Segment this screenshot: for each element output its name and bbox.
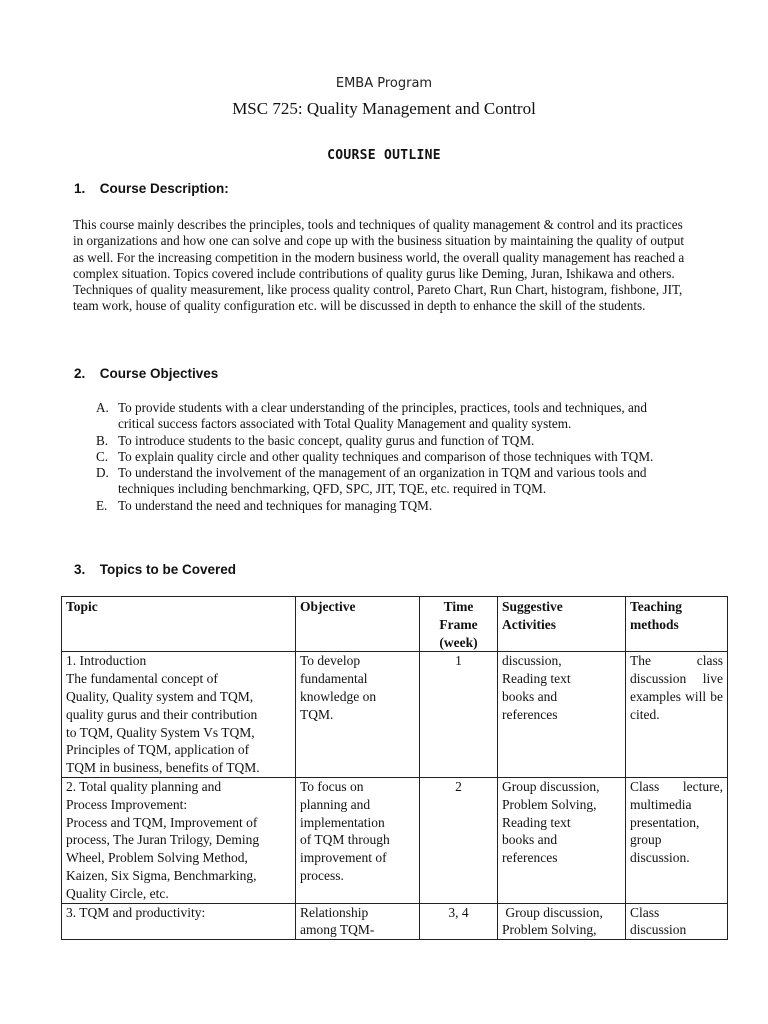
cell-topic: 1. Introduction The fundamental concept of Quality, Quality system and TQM, quality gurus and their contribution to TQM, Quality System Vs TQM, Principles of TQM, application of TQM in business, benefits of TQM.: [62, 652, 296, 778]
list-item: [96, 465, 653, 498]
header-objective: Objective: [296, 597, 420, 652]
cell-methods: The class discussion live examples will be cited.: [626, 652, 728, 778]
description-line: This course mainly describes the principles, tools and techniques of quality management & control and its practices: [73, 217, 683, 232]
description-line: complex situation. Topics covered include contributions of quality gurus like Deming, Juran, Ishikawa and others.: [73, 265, 675, 281]
description-line: in organizations and how one can solve and cope up with the business situation by maintaining the quality of output: [73, 233, 685, 249]
cell-topic: 2. Total quality planning and Process Improvement: Process and TQM, Improvement of process, The Juran Trilogy, Deming Wheel, Problem Solving Method, Kaizen, Six Sigma, Benchmarking, Quality Circle, etc.: [62, 777, 296, 903]
section-title: Course Description:: [99, 181, 229, 196]
cell-methods: Class lecture, multimedia presentation, group discussion.: [626, 777, 728, 903]
section-title: Topics to be Covered: [99, 562, 237, 577]
topics-table: [61, 596, 728, 940]
cell-objective: Relationship among TQM-: [296, 903, 420, 940]
list-item: [96, 498, 653, 514]
list-marker: D.: [96, 465, 109, 481]
table-header-row: [62, 597, 728, 652]
cell-week: 1: [420, 652, 498, 778]
section-title: Course Objectives: [99, 366, 219, 381]
outline-heading: COURSE OUTLINE: [327, 148, 441, 163]
section-heading-description: [74, 181, 229, 196]
cell-activities: Group discussion, Problem Solving,: [498, 903, 626, 940]
list-marker: C.: [96, 448, 109, 464]
objectives-list: [96, 400, 653, 514]
section-number: 2.: [74, 366, 86, 381]
list-item-text: To understand the need and techniques for managing TQM.: [118, 497, 433, 513]
list-item: [96, 449, 653, 465]
list-item-text: To explain quality circle and other quality techniques and comparison of those techniques with TQM.: [118, 448, 654, 464]
course-description-paragraph: [73, 217, 723, 315]
cell-objective: To focus on planning and implementation of TQM through improvement of process.: [296, 777, 420, 903]
course-title: MSC 725: Quality Management and Control: [232, 99, 536, 118]
table-row: [62, 652, 728, 778]
section-heading-topics: [74, 562, 236, 577]
header-topic: Topic: [62, 597, 296, 652]
list-marker: E.: [96, 497, 108, 513]
description-line: Techniques of quality measurement, like process quality control, Pareto Chart, Run Chart, histogram, fishbone, JIT,: [73, 282, 683, 298]
cell-topic: 3. TQM and productivity:: [62, 903, 296, 940]
header-time-frame: Time Frame (week): [420, 597, 498, 652]
section-number: 1.: [74, 181, 86, 196]
list-item-text: To introduce students to the basic concept, quality gurus and function of TQM.: [118, 432, 535, 448]
header-activities: Suggestive Activities: [498, 597, 626, 652]
header-methods: Teaching methods: [626, 597, 728, 652]
list-item: [96, 400, 653, 433]
table-row: [62, 903, 728, 940]
list-item-text: To understand the involvement of the management of an organization in TQM and various tools and: [118, 465, 647, 481]
cell-week: 3, 4: [420, 903, 498, 940]
list-item-text: critical success factors associated with Total Quality Management and quality system.: [118, 416, 572, 432]
list-marker: B.: [96, 432, 109, 448]
description-line: team work, house of quality configuration etc. will be discussed in depth to enhance the skill of the students.: [73, 298, 646, 314]
cell-week: 2: [420, 777, 498, 903]
description-line: as well. For the increasing competition in the modern business world, the overall quality management has reached a: [73, 249, 685, 265]
list-item-text: To provide students with a clear understanding of the principles, practices, tools and techniques, and: [118, 400, 647, 415]
list-marker: A.: [96, 400, 109, 415]
program-name: EMBA Program: [335, 76, 433, 91]
section-number: 3.: [74, 562, 86, 577]
section-heading-objectives: [74, 366, 218, 381]
table-row: [62, 777, 728, 903]
cell-activities: Group discussion, Problem Solving, Reading text books and references: [498, 777, 626, 903]
cell-activities: discussion, Reading text books and references: [498, 652, 626, 778]
list-item: [96, 433, 653, 449]
list-item-text: techniques including benchmarking, QFD, SPC, JIT, TQE, etc. required in TQM.: [118, 481, 547, 497]
cell-objective: To develop fundamental knowledge on TQM.: [296, 652, 420, 778]
cell-methods: Class discussion: [626, 903, 728, 940]
